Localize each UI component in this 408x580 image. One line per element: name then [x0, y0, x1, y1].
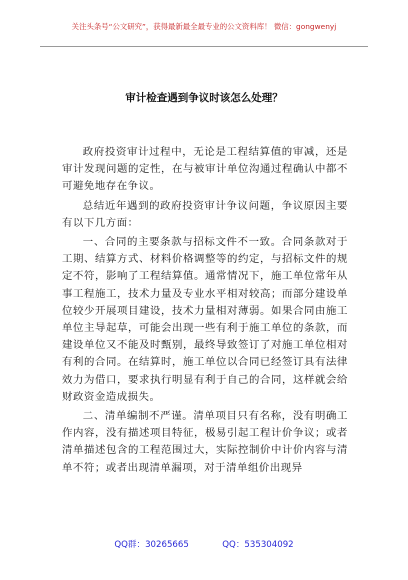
- document-title: 审计检查遇到争议时该怎么处理？: [125, 92, 283, 104]
- header-divider: [40, 46, 368, 47]
- document-body: [62, 144, 348, 477]
- footer-qq-group: QQ群：30265665: [114, 540, 189, 550]
- paragraph: 总结近年遇到的政府投资审计争议问题，争议原因主要有以下几方面：: [62, 199, 348, 229]
- header-banner: 关注头条号“公文研究”，获得最新最全最专业的公文资料库！ 微信：gongwenyj: [71, 22, 337, 31]
- footer-contact: [60, 538, 348, 552]
- paragraph: 一、合同的主要条款与招标文件不一致。合同条款对于工期、结算方式、材料价格调整等的约定，与招标文件的规定不符，影响了工程结算值。通常情况下，施工单位常年从事工程施工，技术力量及专业水平相对较高；而部分建设单位较少开展项目建设，技术力量相对薄弱。如果合同由施工单位主导起草，可能会出现一些有利于施工单位的条款，而建设单位又不能及时甄别，最终导致签订了对施工单位相对有利的合同。在结算时，施工单位以合同已经签订具有法律效力为借口，要求执行明显有利于自己的合同，这样就会给财政资金造成损失。: [62, 236, 348, 403]
- paragraph: 政府投资审计过程中，无论是工程结算值的审减，还是审计发现问题的定性，在与被审计单位沟通过程确认中都不可避免地存在争议。: [62, 146, 348, 193]
- paragraph: 二、清单编制不严谨。清单项目只有名称，没有明确工作内容，没有描述项目特征，极易引起工程计价争议；或者清单描述包含的工程范围过大，实际控制价中计价内容与清单不符；或者出现清单漏项，对于清单组价出现异: [62, 410, 348, 474]
- footer-qq: QQ：535304092: [222, 540, 294, 550]
